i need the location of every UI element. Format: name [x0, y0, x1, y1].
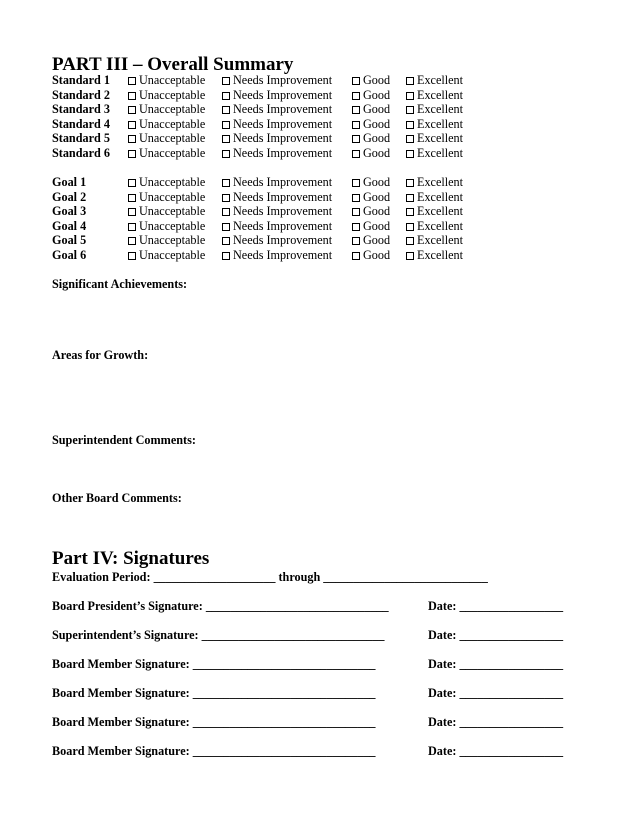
- checkbox-icon[interactable]: [352, 92, 360, 100]
- rating-option[interactable]: [406, 190, 463, 205]
- checkbox-icon[interactable]: [352, 135, 360, 143]
- standard-label: Standard 6: [52, 145, 110, 160]
- checkbox-icon[interactable]: [406, 237, 414, 245]
- rating-option[interactable]: [352, 175, 390, 190]
- rating-option-label: Good: [363, 189, 391, 204]
- signature-line: Board Member Signature: ______________________________: [52, 686, 376, 700]
- rating-option-label: Good: [363, 175, 391, 189]
- checkbox-icon[interactable]: [352, 237, 360, 245]
- checkbox-icon[interactable]: [128, 135, 136, 143]
- rating-option-label: Needs Improvement: [233, 116, 333, 131]
- rating-option-label: Good: [363, 87, 391, 102]
- rating-option-label: Unacceptable: [139, 189, 206, 204]
- rating-option-label: Good: [363, 218, 391, 233]
- rating-option-label: Excellent: [417, 145, 464, 160]
- checkbox-icon[interactable]: [222, 208, 230, 216]
- rating-option[interactable]: [222, 146, 332, 161]
- rating-option-label: Excellent: [417, 87, 464, 102]
- standard-label: Standard 4: [52, 116, 110, 131]
- checkbox-icon[interactable]: [128, 223, 136, 231]
- rating-option[interactable]: [128, 175, 205, 190]
- rating-option[interactable]: [352, 88, 390, 103]
- rating-option[interactable]: [406, 219, 463, 234]
- rating-option-label: Unacceptable: [139, 73, 206, 87]
- rating-option[interactable]: [352, 219, 390, 234]
- rating-option[interactable]: [128, 248, 205, 263]
- checkbox-icon[interactable]: [352, 121, 360, 129]
- checkbox-icon[interactable]: [128, 121, 136, 129]
- rating-option-label: Excellent: [417, 73, 464, 87]
- checkbox-icon[interactable]: [406, 208, 414, 216]
- rating-option[interactable]: [352, 233, 390, 248]
- rating-option[interactable]: [128, 102, 205, 117]
- rating-option[interactable]: [222, 88, 332, 103]
- rating-option[interactable]: [222, 102, 332, 117]
- rating-option[interactable]: [128, 73, 205, 88]
- checkbox-icon[interactable]: [222, 223, 230, 231]
- rating-option[interactable]: [222, 131, 332, 146]
- rating-option-label: Good: [363, 247, 391, 262]
- checkbox-icon[interactable]: [222, 135, 230, 143]
- checkbox-icon[interactable]: [128, 194, 136, 202]
- checkbox-icon[interactable]: [406, 223, 414, 231]
- rating-option-label: Unacceptable: [139, 145, 206, 160]
- checkbox-icon[interactable]: [222, 252, 230, 260]
- rating-option-label: Unacceptable: [139, 175, 206, 189]
- rating-option[interactable]: [352, 248, 390, 263]
- rating-option[interactable]: [406, 146, 463, 161]
- rating-option[interactable]: [128, 117, 205, 132]
- areas-for-growth-label: Areas for Growth:: [52, 348, 149, 362]
- signature-line: Board President’s Signature: ______________________________: [52, 599, 389, 613]
- goal-label: Goal 4: [52, 218, 87, 233]
- rating-option-label: Needs Improvement: [233, 233, 333, 247]
- checkbox-icon[interactable]: [222, 237, 230, 245]
- checkbox-icon[interactable]: [128, 106, 136, 114]
- other-board-comments-label: Other Board Comments:: [52, 491, 182, 505]
- rating-option-label: Good: [363, 73, 391, 87]
- rating-option-label: Excellent: [417, 102, 464, 116]
- signature-line: Superintendent’s Signature: ______________________________: [52, 628, 385, 642]
- rating-option[interactable]: [222, 117, 332, 132]
- rating-option[interactable]: [222, 175, 332, 190]
- rating-option[interactable]: [406, 102, 463, 117]
- superintendent-comments-label: Superintendent Comments:: [52, 433, 196, 447]
- goal-label: Goal 3: [52, 204, 87, 218]
- checkbox-icon[interactable]: [352, 77, 360, 85]
- rating-option[interactable]: [222, 73, 332, 88]
- rating-option-label: Unacceptable: [139, 247, 206, 262]
- rating-option[interactable]: [352, 190, 390, 205]
- rating-option-label: Unacceptable: [139, 116, 206, 131]
- significant-achievements-label: Significant Achievements:: [52, 277, 188, 291]
- checkbox-icon[interactable]: [406, 179, 414, 187]
- rating-option[interactable]: [222, 204, 332, 219]
- checkbox-icon[interactable]: [352, 106, 360, 114]
- rating-option-label: Needs Improvement: [233, 189, 333, 204]
- checkbox-icon[interactable]: [222, 150, 230, 158]
- checkbox-icon[interactable]: [128, 179, 136, 187]
- rating-option[interactable]: [352, 204, 390, 219]
- checkbox-icon[interactable]: [406, 92, 414, 100]
- checkbox-icon[interactable]: [406, 106, 414, 114]
- date-line: Date: _________________: [428, 686, 564, 700]
- checkbox-icon[interactable]: [128, 92, 136, 100]
- rating-option[interactable]: [128, 233, 205, 248]
- rating-option-label: Good: [363, 204, 391, 218]
- checkbox-icon[interactable]: [406, 150, 414, 158]
- checkbox-icon[interactable]: [222, 179, 230, 187]
- rating-option-label: Excellent: [417, 189, 464, 204]
- rating-option[interactable]: [352, 131, 390, 146]
- date-line: Date: _________________: [428, 744, 564, 758]
- checkbox-icon[interactable]: [128, 208, 136, 216]
- checkbox-icon[interactable]: [128, 237, 136, 245]
- rating-option-label: Needs Improvement: [233, 175, 333, 189]
- rating-option-label: Good: [363, 131, 391, 145]
- date-line: Date: _________________: [428, 715, 564, 729]
- rating-option[interactable]: [222, 219, 332, 234]
- rating-option-label: Excellent: [417, 204, 464, 218]
- rating-option-label: Needs Improvement: [233, 131, 333, 145]
- rating-option-label: Excellent: [417, 247, 464, 262]
- evaluation-period-line: Evaluation Period: ____________________ through ___________________________: [52, 570, 488, 584]
- rating-option-label: Needs Improvement: [233, 145, 333, 160]
- rating-option[interactable]: [128, 88, 205, 103]
- goal-label: Goal 2: [52, 189, 87, 204]
- rating-option[interactable]: [406, 233, 463, 248]
- checkbox-icon[interactable]: [128, 252, 136, 260]
- goal-label: Goal 1: [52, 175, 87, 189]
- checkbox-icon[interactable]: [352, 252, 360, 260]
- rating-option-label: Excellent: [417, 233, 464, 247]
- rating-option-label: Needs Improvement: [233, 218, 333, 233]
- rating-option[interactable]: [406, 175, 463, 190]
- signature-line: Board Member Signature: ______________________________: [52, 715, 376, 729]
- rating-option[interactable]: [128, 190, 205, 205]
- rating-option-label: Unacceptable: [139, 204, 206, 218]
- checkbox-icon[interactable]: [222, 77, 230, 85]
- checkbox-icon[interactable]: [406, 194, 414, 202]
- standard-label: Standard 3: [52, 102, 110, 116]
- rating-option[interactable]: [352, 73, 390, 88]
- checkbox-icon[interactable]: [222, 106, 230, 114]
- rating-option[interactable]: [222, 190, 332, 205]
- rating-option[interactable]: [406, 131, 463, 146]
- part3-heading: PART III – Overall Summary: [52, 54, 294, 75]
- checkbox-icon[interactable]: [128, 77, 136, 85]
- checkbox-icon[interactable]: [406, 77, 414, 85]
- checkbox-icon[interactable]: [406, 252, 414, 260]
- goal-label: Goal 6: [52, 247, 87, 262]
- rating-option-label: Unacceptable: [139, 131, 206, 145]
- rating-option-label: Excellent: [417, 116, 464, 131]
- rating-option-label: Good: [363, 233, 391, 247]
- rating-option[interactable]: [352, 102, 390, 117]
- signature-line: Board Member Signature: ______________________________: [52, 657, 376, 671]
- rating-option-label: Needs Improvement: [233, 204, 333, 218]
- date-line: Date: _________________: [428, 599, 564, 613]
- rating-option[interactable]: [222, 233, 332, 248]
- rating-option-label: Needs Improvement: [233, 102, 333, 116]
- rating-option[interactable]: [406, 248, 463, 263]
- date-line: Date: _________________: [428, 628, 564, 642]
- rating-option-label: Good: [363, 102, 391, 116]
- rating-option[interactable]: [406, 73, 463, 88]
- rating-option-label: Unacceptable: [139, 102, 206, 116]
- checkbox-icon[interactable]: [352, 223, 360, 231]
- checkbox-icon[interactable]: [352, 208, 360, 216]
- standard-label: Standard 2: [52, 87, 110, 102]
- checkbox-icon[interactable]: [352, 179, 360, 187]
- rating-option[interactable]: [128, 219, 205, 234]
- date-line: Date: _________________: [428, 657, 564, 671]
- rating-option-label: Needs Improvement: [233, 247, 333, 262]
- rating-option[interactable]: [352, 146, 390, 161]
- rating-option[interactable]: [406, 204, 463, 219]
- rating-option-label: Excellent: [417, 175, 464, 189]
- rating-option-label: Excellent: [417, 218, 464, 233]
- rating-option-label: Unacceptable: [139, 218, 206, 233]
- rating-option[interactable]: [222, 248, 332, 263]
- rating-option[interactable]: [128, 204, 205, 219]
- checkbox-icon[interactable]: [406, 121, 414, 129]
- checkbox-icon[interactable]: [222, 194, 230, 202]
- signature-line: Board Member Signature: ______________________________: [52, 744, 376, 758]
- part4-heading: Part IV: Signatures: [52, 548, 210, 569]
- rating-option-label: Unacceptable: [139, 87, 206, 102]
- standard-label: Standard 5: [52, 131, 110, 145]
- checkbox-icon[interactable]: [222, 92, 230, 100]
- rating-option[interactable]: [352, 117, 390, 132]
- checkbox-icon[interactable]: [406, 135, 414, 143]
- rating-option-label: Good: [363, 145, 391, 160]
- rating-option-label: Excellent: [417, 131, 464, 145]
- checkbox-icon[interactable]: [352, 194, 360, 202]
- rating-option[interactable]: [406, 88, 463, 103]
- rating-option-label: Good: [363, 116, 391, 131]
- rating-option[interactable]: [406, 117, 463, 132]
- rating-option[interactable]: [128, 146, 205, 161]
- goal-label: Goal 5: [52, 233, 87, 247]
- checkbox-icon[interactable]: [128, 150, 136, 158]
- rating-option-label: Unacceptable: [139, 233, 206, 247]
- standard-label: Standard 1: [52, 73, 110, 87]
- checkbox-icon[interactable]: [352, 150, 360, 158]
- rating-option-label: Needs Improvement: [233, 87, 333, 102]
- rating-option[interactable]: [128, 131, 205, 146]
- checkbox-icon[interactable]: [222, 121, 230, 129]
- rating-option-label: Needs Improvement: [233, 73, 333, 87]
